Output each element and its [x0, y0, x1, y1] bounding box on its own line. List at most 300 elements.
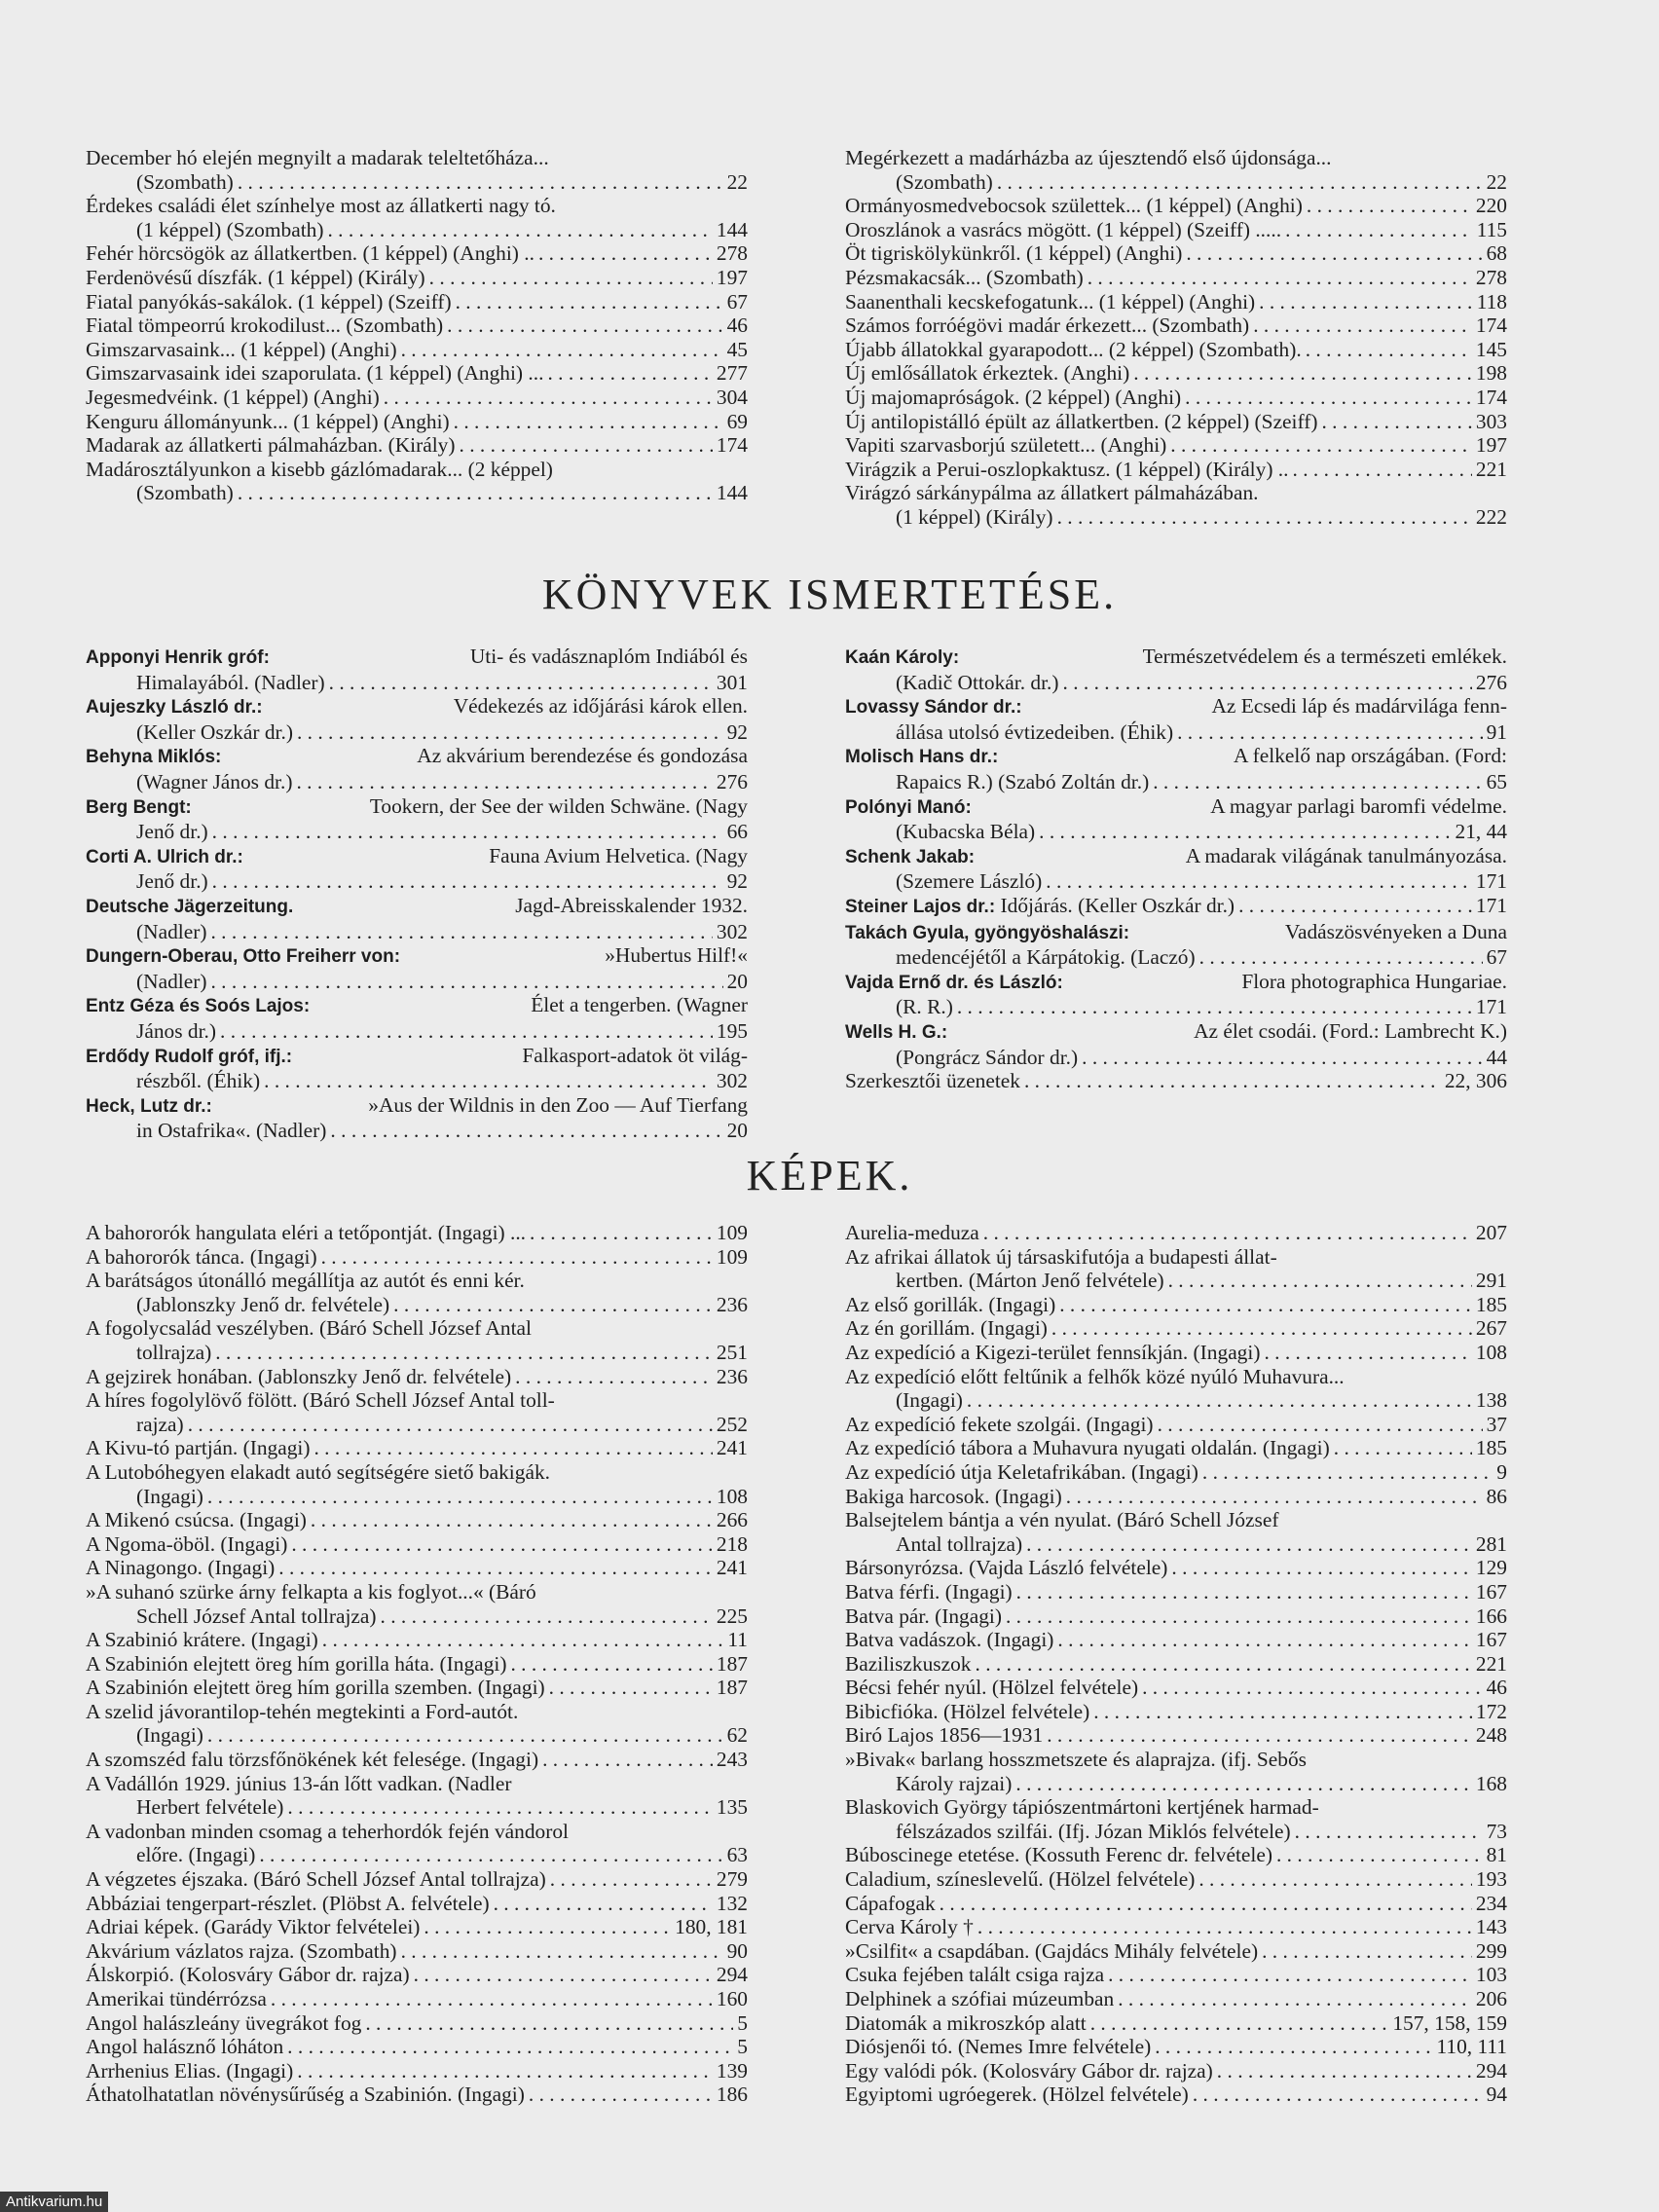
page-number: 166 — [1475, 1604, 1507, 1628]
index-entry — [86, 2083, 748, 2107]
entry-line — [845, 1532, 1507, 1557]
index-entry — [845, 1843, 1507, 1867]
index-entry — [845, 1508, 1507, 1556]
page-number: 187 — [716, 1651, 748, 1676]
dot-leader — [365, 2011, 733, 2036]
entry-line — [86, 1867, 748, 1892]
dot-leader — [997, 170, 1483, 195]
entry-text: Az expedíció előtt feltűnik a felhők közé nyúló Muhavura... — [845, 1364, 1345, 1388]
entry-text: részből. (Éhik) — [136, 1069, 261, 1093]
index-entry — [86, 1316, 748, 1364]
entry-text: Saanenthali kecskefogatunk... (1 képpel) (Anghi) — [845, 289, 1256, 313]
dot-leader — [393, 1293, 713, 1317]
entry-line — [845, 1508, 1507, 1532]
entry-text: A Mikenó csúcsa. (Ingagi) — [86, 1508, 307, 1532]
page-number: 139 — [716, 2058, 748, 2083]
entry-line — [845, 481, 1507, 505]
index-entry — [845, 1316, 1507, 1341]
dot-leader — [1170, 433, 1472, 458]
entry-line — [86, 920, 748, 944]
entry-line — [86, 194, 748, 218]
page-number: 278 — [1475, 265, 1507, 289]
entry-text: Diósjenői tó. (Nemes Imre felvétele) — [845, 2035, 1152, 2059]
entry-line — [86, 1388, 748, 1413]
index-entry — [86, 2011, 748, 2036]
dot-leader — [321, 1245, 713, 1270]
entry-text: (Nadler) — [136, 919, 207, 943]
entry-text: Amerikai tündérrózsa — [86, 1987, 267, 2010]
dot-leader — [401, 338, 723, 362]
entry-author: Steiner Lajos dr.: — [845, 896, 996, 917]
entry-text: Álskorpió. (Kolosváry Gábor dr. rajza) — [86, 1963, 410, 1987]
entry-text: Az expedíció a Kigezi-terület fennsíkján. (Ingagi) — [845, 1340, 1261, 1364]
dot-leader — [1059, 1293, 1472, 1317]
index-entry — [86, 1269, 748, 1316]
index-entry — [86, 361, 748, 386]
index-entry — [86, 266, 748, 290]
page-number: 241 — [716, 1436, 748, 1460]
entry-line — [86, 1580, 748, 1604]
entry-text: (Kubacska Béla) — [896, 820, 1036, 844]
index-entry — [845, 1987, 1507, 2011]
entry-text: Blaskovich György tápiószentmártoni kertjének harmad- — [845, 1795, 1319, 1820]
page-number: 157, 158, 159 — [1392, 2010, 1507, 2035]
entry-text: Fiatal panyókás-sakálok. (1 képpel) (Szeiff) — [86, 289, 452, 313]
section-books — [86, 645, 1507, 1143]
entry-text: A Kivu-tó partján. (Ingagi) — [86, 1436, 311, 1460]
entry-line — [86, 1963, 748, 1987]
index-entry — [86, 1628, 748, 1652]
page-number: 118 — [1476, 289, 1507, 313]
entry-text: (Ingagi) — [136, 1484, 203, 1508]
dot-leader — [983, 1221, 1472, 1245]
entry-line — [845, 1069, 1507, 1093]
page-number: 221 — [1475, 1651, 1507, 1676]
entry-line — [86, 1119, 748, 1143]
entry-line — [86, 794, 748, 821]
page-number: 92 — [726, 719, 748, 744]
entry-line — [86, 1341, 748, 1365]
entry-text: Angol halásznő lóháton — [86, 2035, 284, 2059]
entry-author: Corti A. Ulrich dr.: — [86, 846, 243, 867]
entry-line — [86, 1269, 748, 1293]
entry-text: Jenő dr.) — [136, 869, 208, 894]
entry-line — [845, 313, 1507, 338]
dot-leader — [1321, 410, 1471, 434]
page-number: 220 — [1475, 194, 1507, 218]
entry-author: Entz Géza és Soós Lajos: — [86, 996, 311, 1017]
dot-leader — [212, 869, 723, 894]
page-number: 248 — [1475, 1723, 1507, 1748]
entry-text: Érdekes családi élet színhelye most az állatkerti nagy tó. — [86, 194, 556, 218]
entry-author: Erdődy Rudolf gróf, ifj.: — [86, 1046, 293, 1067]
entry-line — [86, 1939, 748, 1964]
entry-line — [86, 1892, 748, 1916]
entry-line — [86, 433, 748, 458]
entry-author: Aujeszky László dr.: — [86, 697, 263, 719]
entry-line — [86, 1795, 748, 1820]
entry-text: Herbert felvétele) — [136, 1795, 284, 1820]
entry-text: A Vadállón 1929. június 13-án lőtt vadkan. (Nadler — [86, 1771, 512, 1795]
dot-leader — [1202, 1460, 1493, 1485]
index-entry — [86, 313, 748, 338]
index-entry — [86, 694, 748, 744]
dot-leader — [429, 266, 713, 290]
entry-line — [845, 1388, 1507, 1413]
index-entry — [845, 1413, 1507, 1437]
dot-leader — [1066, 1485, 1483, 1509]
index-entry — [845, 1556, 1507, 1580]
entry-text: Uti- és vadásznaplóm Indiából és — [469, 645, 748, 668]
page-number: 302 — [716, 919, 748, 943]
index-entry — [845, 218, 1507, 242]
entry-text: A madarak világának tanulmányozása. — [1185, 843, 1507, 867]
dot-leader — [529, 2083, 713, 2107]
index-entry — [86, 241, 748, 266]
dot-leader — [1193, 2083, 1483, 2107]
dot-leader — [976, 1652, 1472, 1677]
dot-leader — [550, 1867, 713, 1892]
entry-text: Antal tollrajza) — [896, 1531, 1023, 1556]
index-entry — [845, 386, 1507, 410]
entry-text: Az afrikai állatok új társaskifutója a budapesti állat- — [845, 1244, 1277, 1269]
entry-line — [845, 1580, 1507, 1604]
entry-text: Diatomák a mikroszkóp alatt — [845, 2010, 1087, 2035]
entry-text: Himalayából. (Nadler) — [136, 670, 325, 694]
entry-line — [845, 694, 1507, 720]
entry-text: Újabb állatokkal gyarapodott... (2 képpel) (Szombath). — [845, 337, 1302, 361]
entry-line — [86, 1245, 748, 1270]
entry-author: Takách Gyula, gyöngyöshalászi: — [845, 922, 1130, 943]
entry-line — [845, 945, 1507, 970]
page-number: 67 — [726, 289, 748, 313]
dot-leader — [207, 1485, 713, 1509]
entry-line — [86, 1628, 748, 1652]
page-number: 193 — [1475, 1867, 1507, 1892]
index-entry — [86, 993, 748, 1043]
dot-leader — [1259, 290, 1473, 314]
dot-leader — [297, 2059, 713, 2083]
page-number: 174 — [1475, 313, 1507, 338]
dot-leader — [327, 218, 712, 242]
index-entry — [86, 1987, 748, 2011]
entry-line — [86, 943, 748, 970]
index-entry — [845, 481, 1507, 529]
entry-line — [86, 1019, 748, 1044]
index-entry — [845, 2035, 1507, 2059]
entry-text: Fauna Avium Helvetica. (Nagy — [489, 843, 748, 867]
page-number: 94 — [1486, 2083, 1507, 2107]
entry-text: Új antilopistálló épült az állatkertben. (2 képpel) (Szeiff) — [845, 409, 1318, 433]
entry-text: »Bivak« barlang hosszmetszete és alaprajza. (ifj. Sebős — [845, 1748, 1307, 1772]
entry-text: Bécsi fehér nyúl. (Hölzel felvétele) — [845, 1676, 1139, 1700]
entry-text: (Nadler) — [136, 969, 207, 993]
articles-right-column — [845, 146, 1507, 530]
entry-text: Caladium, színeslevelű. (Hölzel felvétele) — [845, 1867, 1196, 1892]
entry-line — [86, 266, 748, 290]
page-number: 241 — [716, 1556, 748, 1580]
dot-leader — [1039, 820, 1451, 844]
entry-text: A végzetes éjszaka. (Báró Schell József Antal tollrajza) — [86, 1867, 546, 1892]
entry-text: Számos forróégövi madár érkezett... (Szombath) — [845, 313, 1250, 338]
entry-line — [86, 2059, 748, 2083]
page-number: 20 — [726, 969, 748, 993]
page-number: 45 — [726, 337, 748, 361]
entry-line — [86, 671, 748, 695]
entry-text: előre. (Ingagi) — [136, 1843, 256, 1867]
index-entry — [845, 844, 1507, 894]
entry-line — [845, 1221, 1507, 1245]
page-number: 91 — [1486, 719, 1507, 744]
entry-text: Az akvárium berendezése és gondozása — [417, 744, 748, 768]
entry-line — [86, 869, 748, 894]
entry-text: Balsejtelem bántja a vén nyulat. (Báró Schell József — [845, 1508, 1279, 1532]
entry-text: Falkasport-adatok öt világ- — [522, 1043, 748, 1067]
entry-text: Vapiti szarvasborjú született... (Anghi) — [845, 433, 1167, 458]
page-number: 66 — [726, 820, 748, 844]
entry-text: Csuka fejében talált csiga rajza — [845, 1963, 1105, 1987]
dot-leader — [1155, 2035, 1432, 2059]
entry-line — [845, 1365, 1507, 1389]
pictures-left-column — [86, 1221, 748, 2107]
page-number: 276 — [716, 769, 748, 793]
entry-text: (1 képpel) (Szombath) — [136, 217, 324, 241]
entry-text: A Szabinión elejtett öreg hím gorilla háta. (Ingagi) — [86, 1651, 507, 1676]
entry-text: A barátságos útonálló megállítja az autót és enni kér. — [86, 1269, 525, 1293]
entry-text: Tookern, der See der wilden Schwäne. (Nagy — [369, 793, 748, 818]
entry-line — [845, 1293, 1507, 1317]
entry-text: Cerva Károly † — [845, 1915, 974, 1939]
entry-line — [86, 770, 748, 794]
page-number: 187 — [716, 1676, 748, 1700]
page-number: 225 — [716, 1604, 748, 1628]
entry-text: Egy valódi pók. (Kolosváry Gábor dr. rajza) — [845, 2058, 1213, 2083]
index-entry — [845, 1915, 1507, 1939]
dot-leader — [1024, 1069, 1441, 1093]
index-entry — [845, 1069, 1507, 1093]
entry-text: Az Ecsedi láp és madárvilága fenn- — [1211, 694, 1507, 719]
entry-text: Madarak az állatkerti pálmaházban. (Király) — [86, 433, 456, 458]
page-number: 108 — [716, 1484, 748, 1508]
dot-leader — [1088, 266, 1472, 290]
entry-line — [86, 993, 748, 1019]
entry-text: Batva pár. (Ingagi) — [845, 1604, 1002, 1628]
entry-line — [845, 844, 1507, 870]
entry-line — [845, 458, 1507, 482]
dot-leader — [1142, 1676, 1483, 1700]
entry-line — [86, 820, 748, 844]
entry-text: A Lutobóhegyen elakadt autó segítségére siető bakigák. — [86, 1459, 550, 1484]
entry-text: Virágzó sárkánypálma az állatkert pálmaházában. — [845, 481, 1259, 505]
index-entry — [86, 386, 748, 410]
page-number: 160 — [716, 1987, 748, 2010]
entry-text: Az élet csodái. (Ford.: Lambrecht K.) — [1194, 1018, 1507, 1043]
entry-text: A szelid jávorantilop-tehén megtekinti a Ford-autót. — [86, 1699, 519, 1723]
dot-leader — [1238, 894, 1472, 918]
entry-text: Az én gorillám. (Ingagi) — [845, 1316, 1048, 1341]
entry-text: Az expedíció tábora a Muhavura nyugati oldalán. (Ingagi) — [845, 1436, 1330, 1460]
entry-line — [86, 1413, 748, 1437]
entry-line — [845, 1963, 1507, 1987]
page-number: 171 — [1475, 893, 1507, 917]
entry-text: Az első gorillák. (Ingagi) — [845, 1292, 1056, 1316]
entry-line — [86, 218, 748, 242]
entry-text: Oroszlánok a vasrács mögött. (1 képpel) (Szeiff) ..... — [845, 217, 1282, 241]
index-entry — [845, 794, 1507, 844]
index-entry — [845, 1485, 1507, 1509]
dot-leader — [515, 1365, 713, 1389]
entry-line — [86, 645, 748, 671]
dot-leader — [1090, 2011, 1389, 2036]
index-entry — [845, 1748, 1507, 1795]
page-number: 236 — [716, 1292, 748, 1316]
dot-leader — [1293, 458, 1472, 482]
dot-leader — [549, 1676, 713, 1700]
dot-leader — [1185, 386, 1472, 410]
entry-author: Molisch Hans dr.: — [845, 747, 999, 768]
index-entry — [845, 2011, 1507, 2036]
entry-text: (Ingagi) — [136, 1723, 203, 1748]
entry-text: »A suhanó szürke árny felkapta a kis foglyot...« (Báró — [86, 1579, 536, 1604]
entry-line — [86, 361, 748, 386]
entry-text: Virágzik a Perui-oszlopkaktusz. (1 képpel) (Király) .. — [845, 457, 1289, 481]
index-entry — [86, 1221, 748, 1245]
entry-line — [845, 995, 1507, 1019]
page-number: 69 — [726, 409, 748, 433]
page-number: 267 — [1475, 1316, 1507, 1341]
entry-line — [845, 920, 1507, 946]
entry-line — [845, 1820, 1507, 1844]
entry-line — [86, 313, 748, 338]
entry-text: (Jablonszky Jenő dr. felvétele) — [136, 1292, 390, 1316]
entry-text: Cápafogak — [845, 1891, 936, 1915]
dot-leader — [210, 970, 722, 994]
page-number: 67 — [1486, 945, 1507, 970]
index-entry — [845, 920, 1507, 970]
entry-line — [86, 2011, 748, 2036]
page-number: 301 — [716, 670, 748, 694]
page-number: 198 — [1475, 361, 1507, 386]
entry-text: Schell József Antal tollrajza) — [136, 1604, 377, 1628]
entry-author: Lovassy Sándor dr.: — [845, 697, 1022, 719]
books-left-column — [86, 645, 748, 1143]
entry-author: Berg Bengt: — [86, 796, 192, 818]
entry-text: Szerkesztői üzenetek — [845, 1069, 1020, 1093]
entry-line — [845, 1723, 1507, 1748]
dot-leader — [1093, 1700, 1472, 1724]
entry-text: A magyar parlagi baromfi védelme. — [1210, 793, 1507, 818]
index-entry — [86, 410, 748, 434]
index-entry — [845, 266, 1507, 290]
dot-leader — [238, 481, 713, 505]
page-number: 22, 306 — [1444, 1069, 1507, 1093]
entry-line — [86, 386, 748, 410]
page-number: 132 — [716, 1891, 748, 1915]
index-entry — [845, 1221, 1507, 1245]
index-entry — [86, 433, 748, 458]
page-number: 103 — [1475, 1963, 1507, 1987]
page-number: 281 — [1475, 1531, 1507, 1556]
index-entry — [845, 361, 1507, 386]
dot-leader — [322, 1628, 724, 1652]
index-entry — [86, 1963, 748, 1987]
dot-leader — [1057, 505, 1472, 530]
index-entry — [86, 1044, 748, 1093]
page-number: 135 — [716, 1795, 748, 1820]
entry-text: A felkelő nap országában. (Ford: — [1234, 744, 1507, 768]
dot-leader — [1051, 1316, 1472, 1341]
entry-text: (1 képpel) (Király) — [896, 504, 1053, 529]
index-entry — [86, 1532, 748, 1557]
entry-text: Fiatal tömpeorrú krokodilust... (Szombath) — [86, 313, 444, 338]
entry-text: A bahororók hangulata eléri a tetőpontját. (Ingagi) ... — [86, 1221, 527, 1244]
dot-leader — [210, 920, 712, 944]
dot-leader — [530, 1221, 713, 1245]
page-number: 63 — [726, 1843, 748, 1867]
page-number: 22 — [726, 169, 748, 194]
entry-text: Aurelia-meduza — [845, 1221, 979, 1244]
entry-line — [845, 2083, 1507, 2107]
entry-line — [845, 194, 1507, 218]
entry-line — [86, 170, 748, 195]
dot-leader — [1015, 1772, 1472, 1796]
entry-text: Rapaics R.) (Szabó Zoltán dr.) — [896, 769, 1150, 793]
entry-author: Heck, Lutz dr.: — [86, 1095, 212, 1117]
entry-line — [86, 1293, 748, 1317]
page-number: 174 — [716, 433, 748, 458]
dot-leader — [330, 1119, 722, 1143]
entry-author: Behyna Miklós: — [86, 747, 222, 768]
page-number: 62 — [726, 1723, 748, 1748]
entry-text: rajza) — [136, 1412, 184, 1436]
index-entry — [845, 290, 1507, 314]
entry-line — [86, 1772, 748, 1796]
entry-line — [86, 1365, 748, 1389]
page-number: 144 — [716, 481, 748, 505]
entry-line — [845, 794, 1507, 821]
index-entry — [86, 1436, 748, 1460]
index-entry — [86, 290, 748, 314]
page-number: 197 — [1475, 433, 1507, 458]
page-number: 5 — [737, 2010, 748, 2035]
dot-leader — [264, 1069, 713, 1093]
dot-leader — [547, 361, 712, 386]
page-number: 197 — [716, 265, 748, 289]
entry-line — [845, 1772, 1507, 1796]
entry-text: Búboscinege etetése. (Kossuth Ferenc dr. felvétele) — [845, 1843, 1272, 1867]
entry-line — [845, 1892, 1507, 1916]
index-entry — [86, 194, 748, 241]
index-entry — [845, 1892, 1507, 1916]
entry-text: Batva vadászok. (Ingagi) — [845, 1628, 1054, 1652]
entry-line — [86, 1748, 748, 1772]
dot-leader — [538, 241, 713, 266]
entry-text: Időjárás. (Keller Oszkár dr.) — [1000, 893, 1235, 917]
dot-leader — [401, 1939, 723, 1964]
entry-line — [845, 361, 1507, 386]
dot-leader — [1295, 1820, 1483, 1844]
page-number: 138 — [1475, 1388, 1507, 1413]
pictures-right-column — [845, 1221, 1507, 2107]
entry-text: A bahororók tánca. (Ingagi) — [86, 1244, 317, 1269]
page-number: 81 — [1486, 1843, 1507, 1867]
entry-text: A híres fogolylövő fölött. (Báró Schell József Antal toll- — [86, 1388, 555, 1413]
index-entry — [845, 241, 1507, 266]
index-entry — [845, 1795, 1507, 1843]
entry-line — [86, 1700, 748, 1724]
entry-text: kertben. (Márton Jenő felvétele) — [896, 1269, 1164, 1293]
entry-line — [86, 1069, 748, 1093]
